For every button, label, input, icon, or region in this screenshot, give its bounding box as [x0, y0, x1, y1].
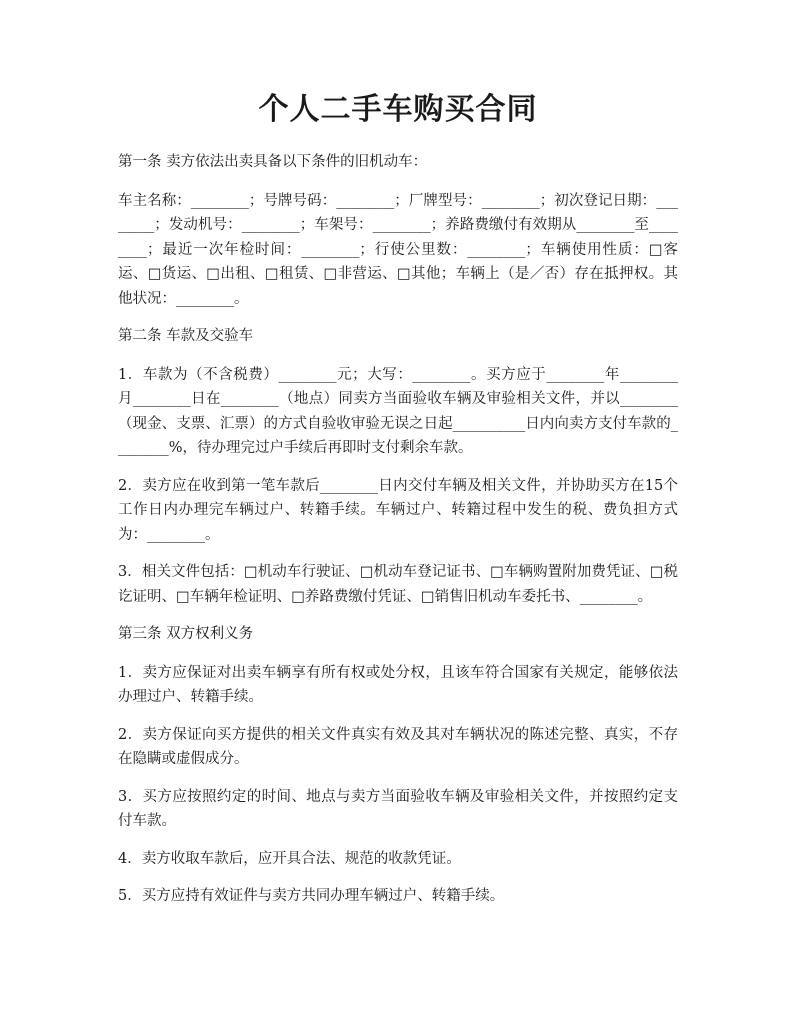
vehicle-details-paragraph: 车主名称：________；号牌号码：________；厂牌型号：________；初次登记日期：________；发动机号：________；车架号：________；养路费缴付有效期从________至________；最近一次年检时间：________；行使公里数：________；车辆使用性质：□客运、□货运、□出租、□租赁、□非营运、□其他；车辆上（是／否）存在抵押权。其他状况：________。	[118, 192, 678, 307]
article-3-clause-4: 4．卖方收取车款后，应开具合法、规范的收款凭证。	[118, 850, 461, 867]
article-2-heading: 第二条 车款及交验车	[118, 328, 254, 344]
article-2-clause-2: 2．卖方应在收到第一笔车款后________日内交付车辆及相关文件，并协助买方在15个工作日内办理完车辆过户、转籍手续。车辆过户、转籍过程中发生的税、费负担方式为：________。	[118, 477, 678, 543]
article-3-clause-2: 2．卖方保证向买方提供的相关文件真实有效及其对车辆状况的陈述完整、真实，不存在隐瞒或虚假成分。	[118, 726, 678, 767]
document-body	[118, 150, 678, 922]
article-1-heading: 第一条 卖方依法出卖具备以下条件的旧机动车：	[118, 154, 428, 170]
article-3-heading: 第三条 双方权利义务	[118, 626, 254, 642]
article-2-clause-3: 3．相关文件包括：□机动车行驶证、□机动车登记证书、□车辆购置附加费凭证、□税讫证明、□车辆年检证明、□养路费缴付凭证、□销售旧机动车委托书、________。	[118, 564, 678, 605]
article-2-clause-1: 1．车款为（不含税费）________元；大写：________。买方应于________年________月________日在________（地点）同卖方当面验收车辆及审验相关文件，并以________（现金、支票、汇票）的方式自验收审验无误之日起__________日内向卖方支付车款的________%，待办理完过户手续后再即时支付剩余车款。	[118, 366, 678, 456]
document-title: 个人二手车购买合同	[258, 92, 538, 127]
article-3-clause-1: 1．卖方应保证对出卖车辆享有所有权或处分权，且该车符合国家有关规定，能够依法办理过户、转籍手续。	[118, 664, 678, 705]
article-3-clause-3: 3．买方应按照约定的时间、地点与卖方当面验收车辆及审验相关文件，并按照约定支付车款。	[118, 788, 678, 829]
article-3-clause-5: 5．买方应持有效证件与卖方共同办理车辆过户、转籍手续。	[118, 888, 505, 904]
